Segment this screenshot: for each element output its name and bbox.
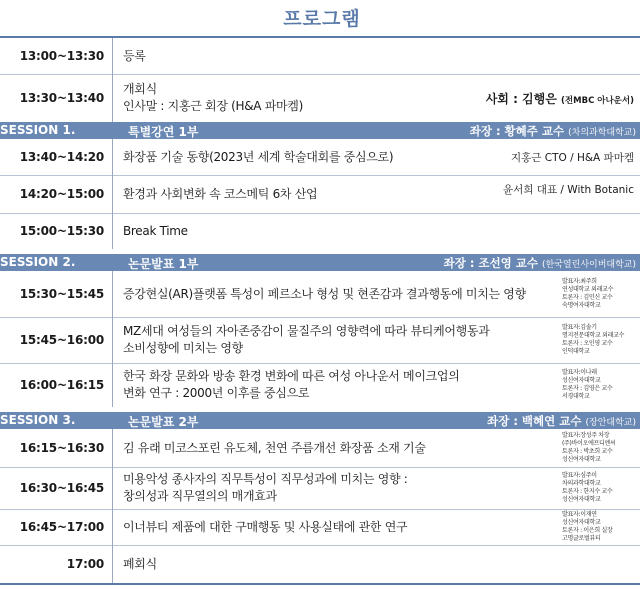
schedule-row [0, 317, 640, 364]
schedule-row [0, 545, 640, 583]
row-time: 16:30~16:45 [19, 481, 104, 495]
session-bar [0, 254, 640, 271]
schedule-row [0, 509, 640, 546]
presenter-affiliation: 성신여자대학교 [562, 519, 601, 526]
presenter: 발표자:김솔기 [562, 324, 597, 331]
discussant-affiliation: 성신여자대학교 [562, 456, 601, 463]
schedule-row [0, 363, 640, 407]
presenter: 발표자:장성주 차장 [562, 432, 610, 439]
row-title: 등록 [123, 48, 146, 63]
session-name: SESSION 3. [0, 413, 76, 427]
speaker: 지홍근 CTO / H&A 파마켐 [510, 151, 634, 164]
schedule-row [0, 38, 640, 75]
column-divider [112, 271, 113, 317]
discussant: 토론자 : 김민신 교수 [562, 294, 613, 301]
session-bar [0, 122, 640, 139]
session-name: SESSION 1. [0, 123, 76, 137]
mc-name: 사회 : 김행은 [485, 91, 557, 106]
speaker: 윤서희 대표 / With Botanic [503, 184, 634, 196]
session-chair-affiliation: (장안대학교) [585, 418, 636, 428]
discussant-affiliation: 성신여자대학교 [562, 496, 601, 503]
schedule-row [0, 74, 640, 123]
row-title: 폐회식 [123, 556, 157, 571]
row-title-line2: 소비성향에 미치는 영향 [123, 341, 243, 355]
session-chair: 좌장 : 황혜주 교수 [469, 124, 565, 138]
presenter: 발표자:이재연 [562, 511, 597, 518]
presenter-affiliation: 차의과학대학교 [562, 480, 601, 487]
schedule-row [0, 213, 640, 249]
schedule-row [0, 139, 640, 176]
session-bar [0, 412, 640, 429]
column-divider [112, 175, 113, 213]
column-divider [112, 317, 113, 363]
column-divider [112, 545, 113, 583]
discussant: 토론자 : 이은희 실장 [562, 527, 613, 534]
schedule-row [0, 271, 640, 318]
presenter: 발표자:이나래 [562, 369, 597, 376]
row-title-line2: 인사말 : 지홍근 회장 (H&A 파마켐) [123, 99, 303, 113]
row-time: 16:00~16:15 [19, 378, 104, 392]
page-title: 프로그램 [283, 8, 361, 30]
row-title: 이너뷰티 제품에 대한 구매행동 및 사용실태에 관한 연구 [123, 519, 408, 534]
discussant-affiliation: 인덕대학교 [562, 348, 590, 355]
presenter-affiliation: 명지전문대학교 외래교수 [562, 332, 625, 339]
row-title-line2: 창의성과 직무열의의 매개효과 [123, 489, 277, 503]
session-chair: 좌장 : 조선영 교수 [443, 256, 539, 270]
row-title-line1: MZ세대 여성들의 자아존중감이 물질주의 영향력에 따라 뷰티케어행동과 [123, 324, 490, 338]
schedule-row [0, 429, 640, 468]
column-divider [112, 467, 113, 509]
schedule-row [0, 175, 640, 214]
column-divider [112, 213, 113, 249]
presenter-affiliation: 연성대학교 외래교수 [562, 286, 614, 293]
row-time: 16:45~17:00 [19, 520, 104, 534]
row-time: 14:20~15:00 [19, 187, 104, 201]
session-title: 특별강연 1부 [128, 125, 199, 139]
session-title: 논문발표 2부 [128, 415, 199, 429]
session-chair: 좌장 : 백혜연 교수 [487, 414, 582, 428]
column-divider [112, 429, 113, 467]
row-title: 증강현실(AR)플랫폼 특성이 페르소나 형성 및 현존감과 결과행동에 미치는 영향 [123, 286, 526, 301]
presenter: 발표자:심주이 [562, 472, 597, 479]
row-time: 17:00 [66, 557, 104, 571]
row-time: 13:40~14:20 [19, 150, 104, 164]
schedule-row [0, 467, 640, 510]
discussant: 토론자 : 오인영 교수 [562, 340, 613, 347]
session-chair-affiliation: (차의과학대학교) [568, 128, 636, 138]
session-chair-affiliation: (한국열린사이버대학교) [542, 260, 636, 270]
session-name: SESSION 2. [0, 255, 76, 269]
column-divider [112, 509, 113, 545]
row-title: Break Time [123, 223, 188, 238]
presenter-affiliation: 성신여자대학교 [562, 377, 601, 384]
row-time: 15:30~15:45 [19, 287, 104, 301]
column-divider [112, 38, 113, 74]
discussant-affiliation: 고명글로벌뷰티 [562, 535, 601, 542]
row-time: 16:15~16:30 [19, 441, 104, 455]
row-title-line1: 개회식 [123, 82, 157, 96]
column-divider [112, 74, 113, 122]
mc-affiliation: (전MBC 아나운서) [561, 95, 634, 106]
bottom-rule [0, 583, 640, 585]
presenter-affiliation: (주)바이오에프디엔씨 [562, 440, 616, 447]
row-time: 13:30~13:40 [19, 91, 104, 105]
row-title-line1: 한국 화장 문화와 방송 환경 변화에 따른 여성 아나운서 메이크업의 [123, 369, 460, 383]
row-title-line1: 미용악성 종사자의 직무특성이 직무성과에 미치는 영향 : [123, 472, 408, 486]
row-title: 김 유래 미코스포린 유도체, 천연 주름개선 화장품 소재 기술 [123, 440, 426, 455]
row-time: 15:45~16:00 [19, 333, 104, 347]
discussant: 토론자 : 한지수 교수 [562, 488, 613, 495]
column-divider [112, 363, 113, 407]
row-title-line2: 변화 연구 : 2000년 이후를 중심으로 [123, 386, 310, 400]
row-time: 13:00~13:30 [19, 49, 104, 63]
session-title: 논문발표 1부 [128, 257, 199, 271]
column-divider [112, 139, 113, 175]
discussant-affiliation: 숙명여자대학교 [562, 302, 601, 309]
row-time: 15:00~15:30 [19, 224, 104, 238]
discussant-affiliation: 서경대학교 [562, 393, 590, 400]
row-title: 화장품 기술 동향(2023년 세계 학술대회를 중심으로) [123, 149, 394, 164]
discussant: 토론자 : 김영은 교수 [562, 385, 613, 392]
discussant: 토론자 : 박초희 교수 [562, 448, 613, 455]
presenter: 발표자:최주희 [562, 278, 597, 285]
row-title: 환경과 사회변화 속 코스메틱 6차 산업 [123, 186, 318, 201]
